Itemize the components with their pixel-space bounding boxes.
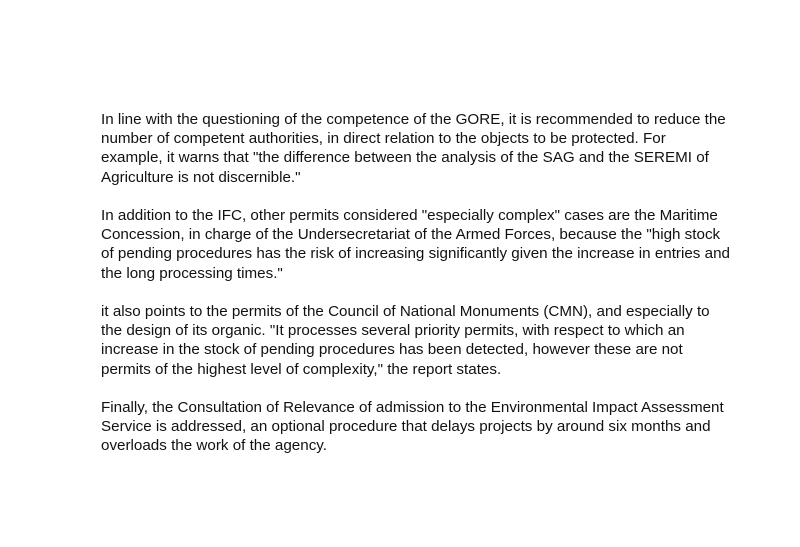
paragraph-maritime-concession: In addition to the IFC, other permits considered "especially complex" cases are the Maritime Concession, in charge of the Undersecretariat of the Armed Forces, because the "high stock of pending procedures has the risk of increasing significantly given the increase in entries and the long processing times." [101, 207, 730, 282]
paragraph-national-monuments: it also points to the permits of the Council of National Monuments (CMN), and especially to the design of its organic. "It processes several priority permits, with respect to which an increase in the stock of pending procedures has been detected, however these are not permits of the highest level of complexity," the report states. [101, 303, 710, 378]
document-body [101, 110, 731, 456]
paragraph-gore-competence: In line with the questioning of the competence of the GORE, it is recommended to reduce the number of competent authorities, in direct relation to the objects to be protected. For example, it warns that "the difference between the analysis of the SAG and the SEREMI of Agriculture is not discernible." [101, 111, 726, 186]
paragraph-consultation-relevance: Finally, the Consultation of Relevance of admission to the Environmental Impact Assessment Service is addressed, an optional procedure that delays projects by around six months and overloads the work of the agency. [101, 399, 724, 455]
